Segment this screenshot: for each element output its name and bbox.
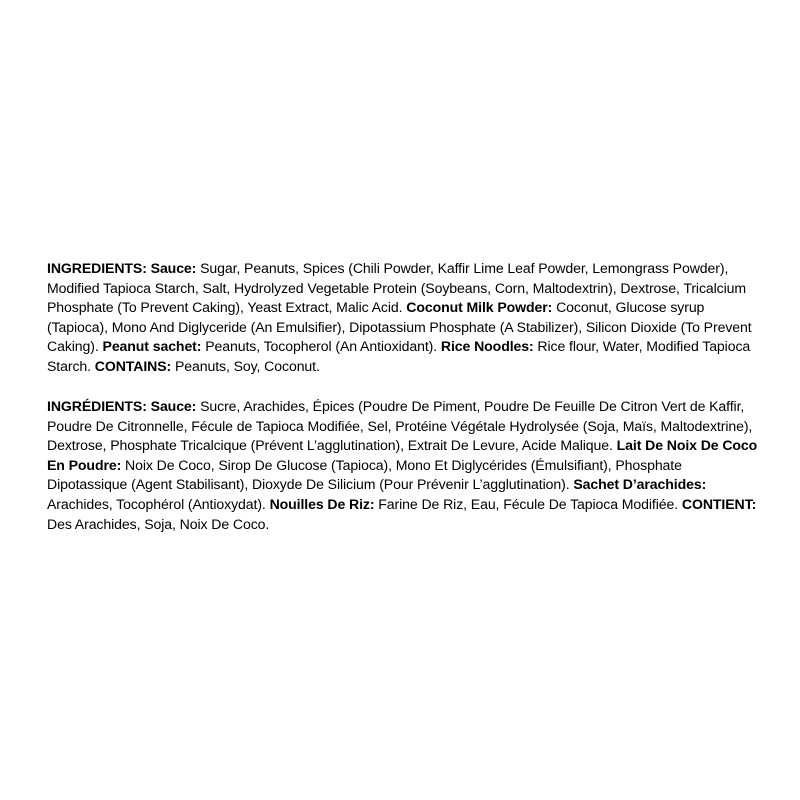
sauce-title: Sauce: [150,260,197,276]
peanut-sachet-title: Peanut sachet: [102,338,202,355]
coconut-milk-powder-text-fr: Noix De Coco, Sirop De Glucose (Tapioca), Mono Et Diglycérides (Émulsifiant), Phosphate Dipotassique (Agent Stabilisant), Dioxyde De Silicium (Pour Prévenir L’agglutination). [47,456,682,493]
contains-text: Peanuts, Soy, Coconut. [174,357,320,374]
sauce-text-fr: Sucre, Arachides, Épices (Poudre De Piment, Poudre De Feuille De Citron Vert de Kaffir, Poudre De Citronnelle, Fécule de Tapioca Modifiée, Sel, Protéine Végétale Hydrolysée (Soja, Maïs, Maltodextrine), Dextrose, Phosphate Tricalcique (Prévent L’agglutination), Extrait De Levure, Acide Malique. [47,398,753,454]
contains-title: CONTAINS: [94,357,172,374]
rice-noodles-title-fr: Nouilles De Riz: [269,495,375,512]
ingredients-heading: INGREDIENTS: [47,260,147,276]
coconut-milk-powder-title: Coconut Milk Powder: [406,299,553,316]
peanut-sachet-text: Peanuts, Tocopherol (An Antioxidant). [205,338,438,355]
rice-noodles-text-fr: Farine De Riz, Eau, Fécule De Tapioca Modifiée. [378,495,679,512]
ingredients-french [47,397,765,534]
contains-title-fr: CONTIENT: [681,495,757,512]
contains-text-fr: Des Arachides, Soja, Noix De Coco. [47,515,270,532]
coconut-milk-powder-title-fr: Lait De Noix De Coco En Poudre: [47,437,758,473]
ingredients-heading-fr: INGRÉDIENTS: [47,398,147,414]
peanut-sachet-text-fr: Arachides, Tocophérol (Antioxydat). [47,495,266,512]
ingredients-english [47,259,765,377]
coconut-milk-powder-text: Coconut, Glucose syrup (Tapioca), Mono And Diglyceride (An Emulsifier), Dipotassium Phosphate (A Stabilizer), Silicon Dioxide (To Prevent Caking). [47,299,752,355]
rice-noodles-text: Rice flour, Water, Modified Tapioca Starch. [47,338,751,374]
sauce-title-fr: Sauce: [150,398,197,414]
rice-noodles-title: Rice Noodles: [440,338,534,355]
sauce-text: Sugar, Peanuts, Spices (Chili Powder, Kaffir Lime Leaf Powder, Lemongrass Powder), Modified Tapioca Starch, Salt, Hydrolyzed Vegetable Protein (Soybeans, Corn, Maltodextrin), Dextrose, Tricalcium Phosphate (To Prevent Caking), Yeast Extract, Malic Acid. [47,260,747,316]
peanut-sachet-title-fr: Sachet D’arachides: [573,476,707,493]
